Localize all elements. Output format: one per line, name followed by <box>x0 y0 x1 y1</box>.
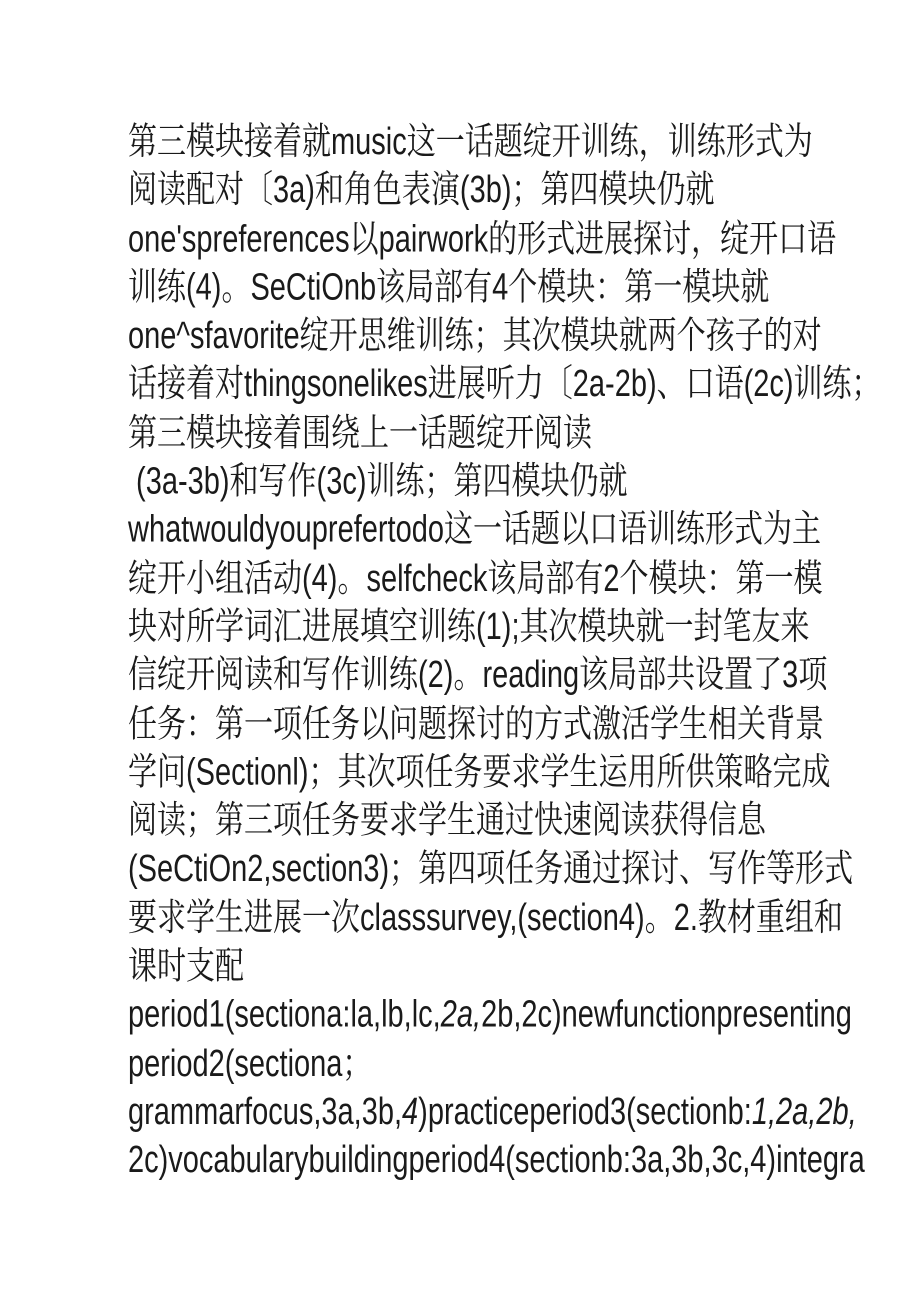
text-line-4 <box>128 264 920 312</box>
text-line-12 <box>128 652 920 700</box>
text-line-5 <box>128 313 920 361</box>
text-run: period2(sectiona； <box>128 1042 372 1085</box>
text-run: whatwouldyouprefertodo这一话题以口语训练形式为主 <box>128 509 821 552</box>
text-run: 课时支配 <box>128 945 245 988</box>
text-line-2 <box>128 167 920 215</box>
text-run: 绽开小组活动(4)。selfcheck该局部有2个模块：第一模 <box>128 557 823 600</box>
text-line-8 <box>128 458 920 506</box>
text-line-15 <box>128 798 920 846</box>
italic-text-run: 4 <box>402 1091 419 1133</box>
italic-text-run: 1,2a,2b, <box>751 1091 857 1133</box>
text-run: one'spreferences以pairwork的形式进展探讨，绽开口语 <box>128 218 837 261</box>
text-run: 信绽开阅读和写作训练(2)。reading该局部共设置了3项 <box>128 654 828 697</box>
text-run: 要求学生进展一次classsurvey,(section4)。2.教材重组和 <box>128 897 843 939</box>
text-run: )practiceperiod3(sectionb: <box>418 1091 752 1133</box>
text-run: 学问(Sectionl)；其次项任务要求学生运用所供策略完成 <box>128 751 831 794</box>
text-line-18 <box>128 943 920 991</box>
text-run: 阅读配对〔3a)和角色表演(3b)；第四模块仍就 <box>128 170 715 212</box>
text-line-17 <box>128 895 920 943</box>
text-run: 阅读；第三项任务要求学生通过快速阅读获得信息 <box>128 800 767 843</box>
text-run: 话接着对thingsonelikes进展听力〔2a-2b)、口语(2c)训练； <box>128 364 881 406</box>
text-line-3 <box>128 216 920 264</box>
text-run: 第三模块接着就music这一话题绽开训练，训练形式为 <box>128 121 813 164</box>
italic-text-run: 2a, <box>440 994 482 1036</box>
text-run: (SeCtiOn2,section3)；第四项任务通过探讨、写作等形式 <box>128 848 854 891</box>
text-line-6 <box>128 361 920 409</box>
text-line-16 <box>128 846 920 894</box>
text-line-13 <box>128 701 920 749</box>
text-line-10 <box>128 555 920 603</box>
text-run: (3a-3b)和写作(3c)训练；第四模块仍就 <box>128 461 628 503</box>
text-run: 任务：第一项任务以问题探讨的方式激活学生相关背景 <box>128 703 825 746</box>
text-run: period1(sectiona:la,lb,lc, <box>128 994 441 1036</box>
text-line-22 <box>128 1137 920 1185</box>
text-run: 第三模块接着围绕上一话题绽开阅读 <box>128 412 593 455</box>
text-run: 2b,2c)newfunctionpresenting <box>481 994 852 1036</box>
document-text-block <box>128 119 920 1186</box>
text-run: one^sfavorite绽开思维训练；其次模块就两个孩子的对 <box>128 315 822 358</box>
text-line-7 <box>128 410 920 458</box>
text-line-9 <box>128 507 920 555</box>
text-line-21 <box>128 1089 920 1137</box>
text-line-11 <box>128 604 920 652</box>
text-run: 块对所学词汇进展填空训练(1);其次模块就一封笔友来 <box>128 606 810 649</box>
text-line-19 <box>128 992 920 1040</box>
text-run: 2c)vocabularybuildingperiod4(sectionb:3a,3b,3c,4)integra <box>128 1139 865 1182</box>
text-run: grammarfocus,3a,3b, <box>128 1091 403 1133</box>
text-line-14 <box>128 749 920 797</box>
text-run: 训练(4)。SeCtiOnb该局部有4个模块：第一模块就 <box>128 267 770 309</box>
text-line-1 <box>128 119 920 167</box>
text-line-20 <box>128 1040 920 1088</box>
